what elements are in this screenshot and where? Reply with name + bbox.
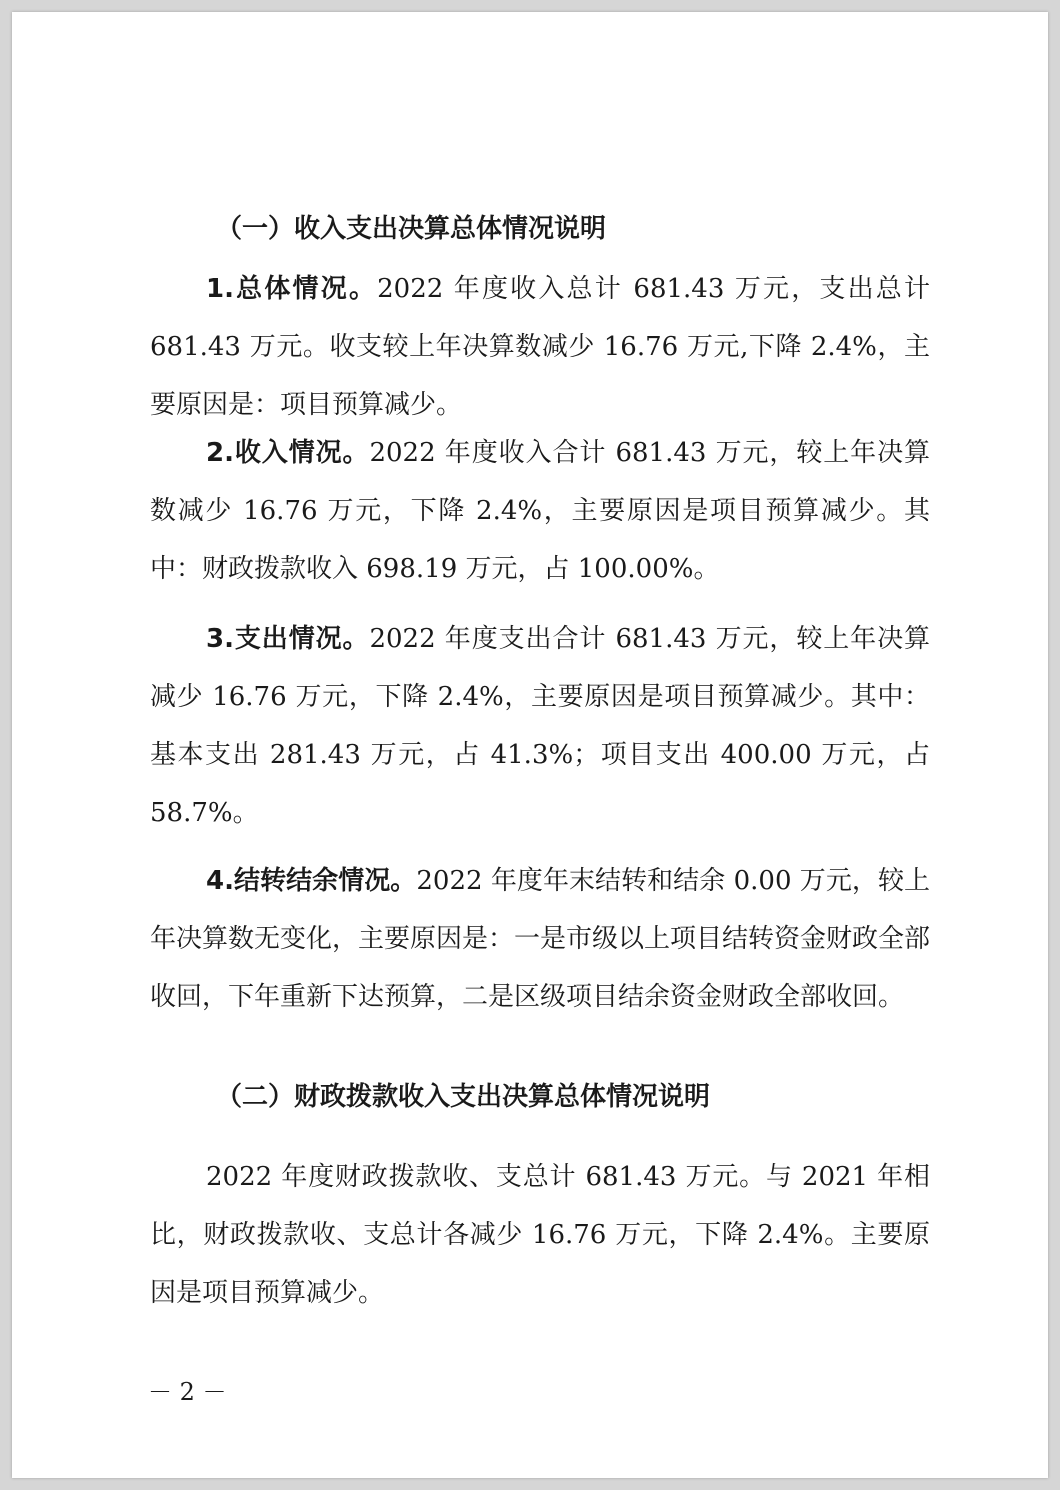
paragraph-overall [150,260,930,434]
paragraph-carryover [150,852,930,1026]
paragraph-expenditure-text: 2022 年度支出合计 681.43 万元，较上年决算减少 16.76 万元，下降 2.4%，主要原因是项目预算减少。其中：基本支出 281.43 万元，占 41.3%；项目支出 400.00 万元，占 58.7%。 [150,624,931,828]
section-2-heading: （二）财政拨款收入支出决算总体情况说明 [216,1082,711,1112]
document-page [12,12,1048,1478]
paragraph-carryover-text: 2022 年度年末结转和结余 0.00 万元，较上年决算数无变化，主要原因是：一是市级以上项目结转资金财政全部收回，下年重新下达预算，二是区级项目结余资金财政全部收回。 [150,866,931,1012]
paragraph-carryover-lead: 4.结转结余情况。 [206,866,417,896]
paragraph-fiscal-appropriation: 2022 年度财政拨款收、支总计 681.43 万元。与 2021 年相比，财政拨款收、支总计各减少 16.76 万元，下降 2.4%。主要原因是项目预算减少。 [150,1162,930,1308]
paragraph-income-text: 2022 年度收入合计 681.43 万元，较上年决算数减少 16.76 万元，下降 2.4%，主要原因是项目预算减少。其中：财政拨款收入 698.19 万元，占 100.00%。 [150,438,931,584]
paragraph-income-lead: 2.收入情况。 [206,438,370,468]
paragraph-income [150,424,930,598]
page-number: － 2 － [148,1378,227,1406]
paragraph-expenditure-lead: 3.支出情况。 [206,624,370,654]
paragraph-overall-text: 2022 年度收入总计 681.43 万元，支出总计 681.43 万元。收支较上年决算数减少 16.76 万元,下降 2.4%，主要原因是：项目预算减少。 [150,274,931,420]
section-1-heading: （一）收入支出决算总体情况说明 [216,214,607,244]
paragraph-overall-lead: 1.总体情况。 [206,274,378,304]
paragraph-expenditure [150,610,930,842]
